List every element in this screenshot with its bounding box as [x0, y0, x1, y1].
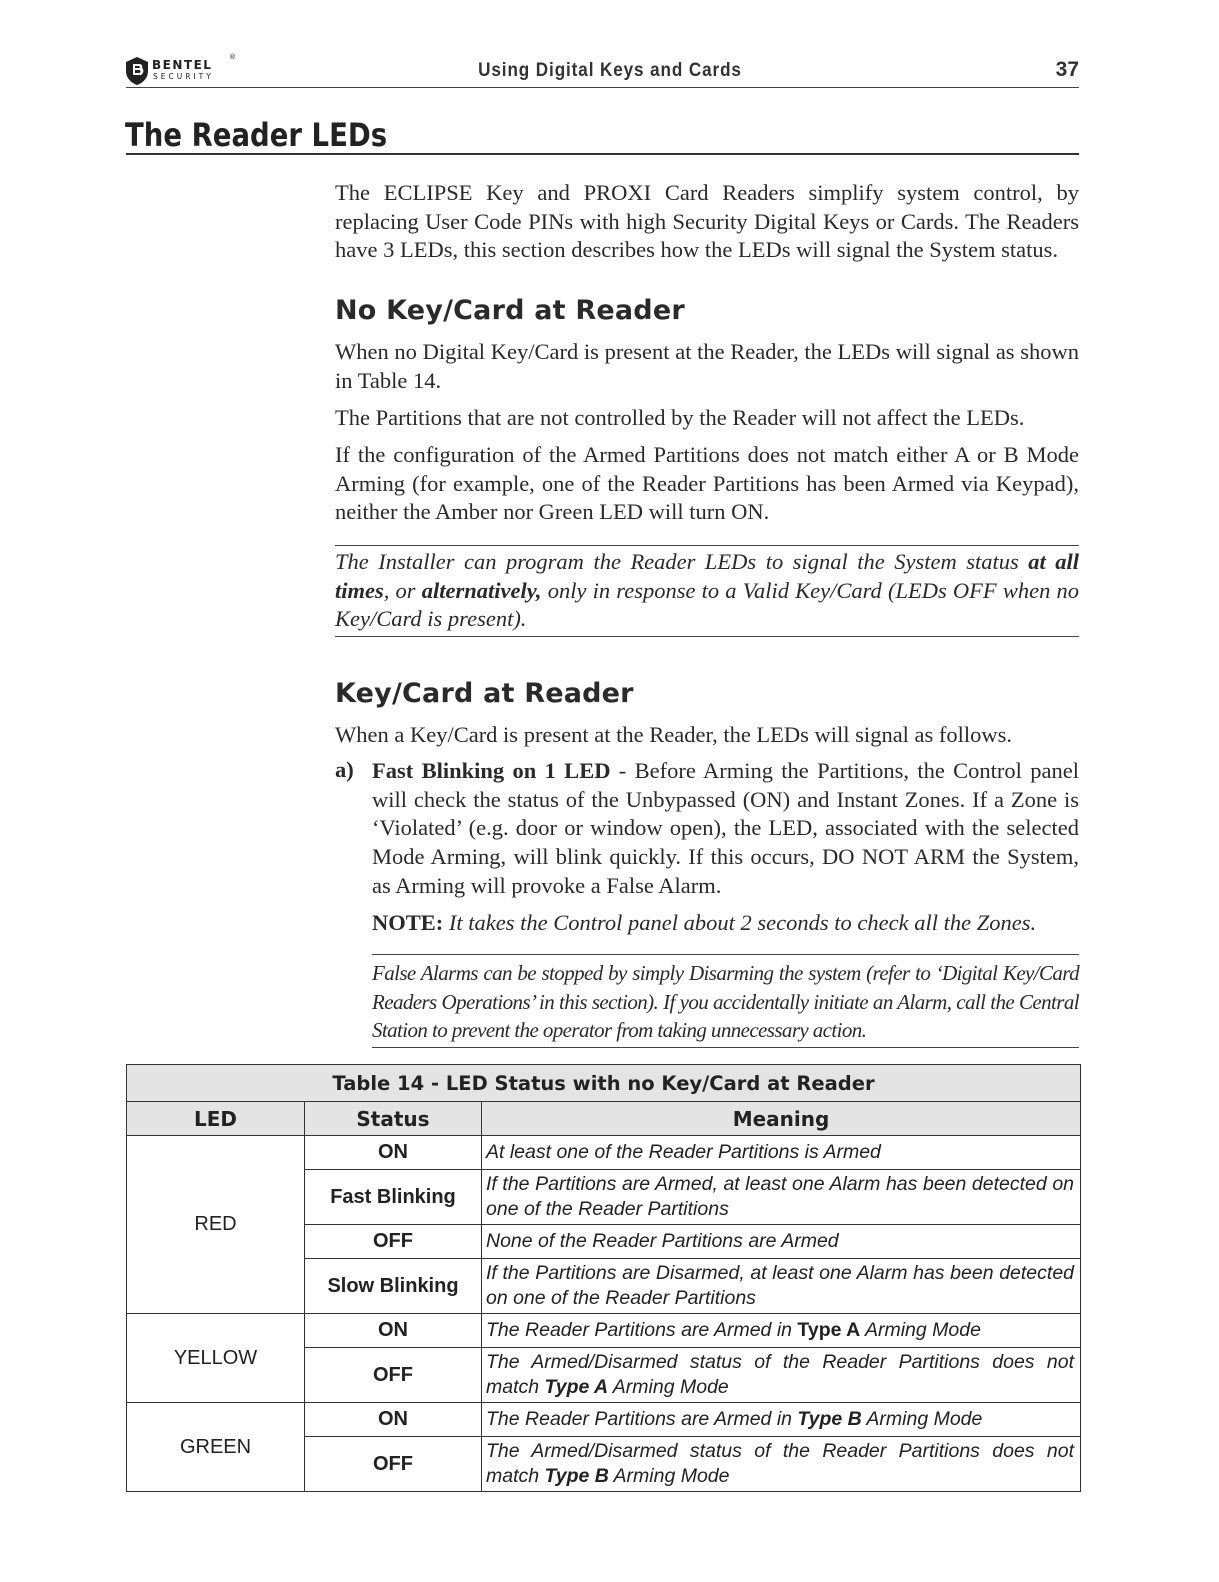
- logo-subtitle: SECURITY: [153, 72, 214, 81]
- header-meaning: Meaning: [482, 1102, 1081, 1136]
- table-caption: Table 14 - LED Status with no Key/Card at Reader: [127, 1065, 1081, 1102]
- table-row: [127, 1136, 1081, 1170]
- status-cell: OFF: [305, 1225, 482, 1259]
- installer-note-text: , or: [383, 577, 422, 603]
- meaning-cell: At least one of the Reader Partitions is Armed: [482, 1136, 1081, 1170]
- intro-paragraph: The ECLIPSE Key and PROXI Card Readers simplify system control, by replacing User Code PINs with high Security Digital Keys or Cards. The Readers have 3 LEDs, this section describes how the LEDs will signal the System status.: [335, 180, 1079, 263]
- list-item-title: Fast Blinking on 1 LED: [372, 758, 611, 783]
- status-cell: OFF: [305, 1348, 482, 1403]
- meaning-cell: [482, 1348, 1081, 1403]
- status-cell: Slow Blinking: [305, 1259, 482, 1314]
- section-title: The Reader LEDs: [125, 116, 388, 154]
- installer-note: [335, 548, 1079, 634]
- meaning-cell: If the Partitions are Disarmed, at least one Alarm has been detected on one of the Reader Partitions: [482, 1259, 1081, 1314]
- meaning-type: Type A: [797, 1319, 861, 1341]
- meaning-cell: None of the Reader Partitions are Armed: [482, 1225, 1081, 1259]
- table-caption-row: [127, 1065, 1081, 1102]
- status-cell: ON: [305, 1136, 482, 1170]
- header-rule: [126, 87, 1079, 88]
- false-alarm-note: False Alarms can be stopped by simply Disarming the system (refer to ‘Digital Key/Card Readers Operations’ in this section). If you accidentally initiate an Alarm, call the Central Station to prevent the operator from taking unnecessary action.: [372, 961, 1079, 1043]
- installer-note-emphasis-1: at all times: [335, 549, 1079, 603]
- note-rule-bottom: [335, 636, 1079, 637]
- meaning-text: The Armed/Disarmed status of the Reader Partitions does not match: [486, 1440, 1075, 1487]
- bentel-logo: [124, 54, 238, 88]
- no-key-paragraph-3: If the configuration of the Armed Partitions does not match either A or B Mode Arming (for example, one of the Reader Partitions has been Armed via Keypad), neither the Amber nor Green LED will turn ON.: [335, 442, 1079, 525]
- key-paragraph-1: When a Key/Card is present at the Reader, the LEDs will signal as follows.: [335, 722, 1013, 747]
- led-red: RED: [127, 1136, 305, 1314]
- false-alarm-rule-top: [372, 954, 1079, 955]
- no-key-paragraph-1: When no Digital Key/Card is present at the Reader, the LEDs will signal as shown in Table 14.: [335, 339, 1079, 393]
- table-row: [127, 1403, 1081, 1437]
- header-status: Status: [305, 1102, 482, 1136]
- logo-brand: BENTEL: [152, 58, 213, 72]
- note-rule-top: [335, 545, 1079, 546]
- installer-note-emphasis-2: alternatively,: [421, 577, 542, 603]
- table-row: [127, 1314, 1081, 1348]
- bentel-logo-icon: [124, 56, 150, 86]
- page-number: 37: [1055, 58, 1079, 81]
- zones-note-text: It takes the Control panel about 2 seconds to check all the Zones.: [443, 910, 1037, 935]
- installer-note-text: only in response to a Valid Key/Card (LEDs OFF when no Key/Card is present).: [335, 577, 1080, 632]
- meaning-cell: [482, 1403, 1081, 1437]
- meaning-text: Arming Mode: [861, 1408, 983, 1430]
- installer-note-text: The Installer can program the Reader LEDs to signal the System status: [335, 549, 1029, 574]
- zones-note: [372, 909, 1079, 938]
- meaning-type: Type B: [797, 1408, 862, 1430]
- section-rule: [126, 153, 1079, 155]
- status-cell: Fast Blinking: [305, 1170, 482, 1225]
- meaning-text: The Reader Partitions are Armed in: [486, 1319, 798, 1341]
- header-led: LED: [127, 1102, 305, 1136]
- status-cell: OFF: [305, 1437, 482, 1492]
- meaning-cell: [482, 1437, 1081, 1492]
- led-green: GREEN: [127, 1403, 305, 1492]
- zones-note-label: NOTE:: [372, 910, 444, 935]
- list-item-label: a): [335, 757, 354, 782]
- status-cell: ON: [305, 1403, 482, 1437]
- meaning-cell: If the Partitions are Armed, at least one Alarm has been detected on one of the Reader Partitions: [482, 1170, 1081, 1225]
- list-item-fast-blinking: [372, 757, 1079, 901]
- meaning-text: Arming Mode: [608, 1465, 730, 1487]
- heading-no-key-card: No Key/Card at Reader: [335, 295, 685, 326]
- led-status-table: [126, 1064, 1081, 1492]
- status-cell: ON: [305, 1314, 482, 1348]
- list-item-text: - Before Arming the Partitions, the Control panel will check the status of the Unbypassed (ON) and Instant Zones. If a Zone is ‘Violated’ (e.g. door or window open), the LED, associated with the selected Mode Arming, will blink quickly. If this occurs, DO NOT ARM the System, as Arming will provoke a False Alarm.: [372, 758, 1079, 898]
- meaning-text: The Reader Partitions are Armed in: [486, 1408, 798, 1430]
- led-yellow: YELLOW: [127, 1314, 305, 1403]
- meaning-cell: [482, 1314, 1081, 1348]
- meaning-text: The Armed/Disarmed status of the Reader Partitions does not match: [486, 1351, 1075, 1398]
- meaning-type: Type B: [544, 1465, 609, 1487]
- false-alarm-rule-bottom: [372, 1047, 1079, 1048]
- table-header-row: [127, 1102, 1081, 1136]
- heading-key-card: Key/Card at Reader: [335, 678, 634, 709]
- no-key-paragraph-2: The Partitions that are not controlled by the Reader will not affect the LEDs.: [335, 405, 1025, 430]
- running-title: Using Digital Keys and Cards: [478, 60, 742, 81]
- meaning-type: Type A: [544, 1376, 609, 1398]
- logo-registered-mark: ®: [229, 53, 236, 61]
- meaning-text: Arming Mode: [860, 1319, 981, 1341]
- meaning-text: Arming Mode: [608, 1376, 729, 1398]
